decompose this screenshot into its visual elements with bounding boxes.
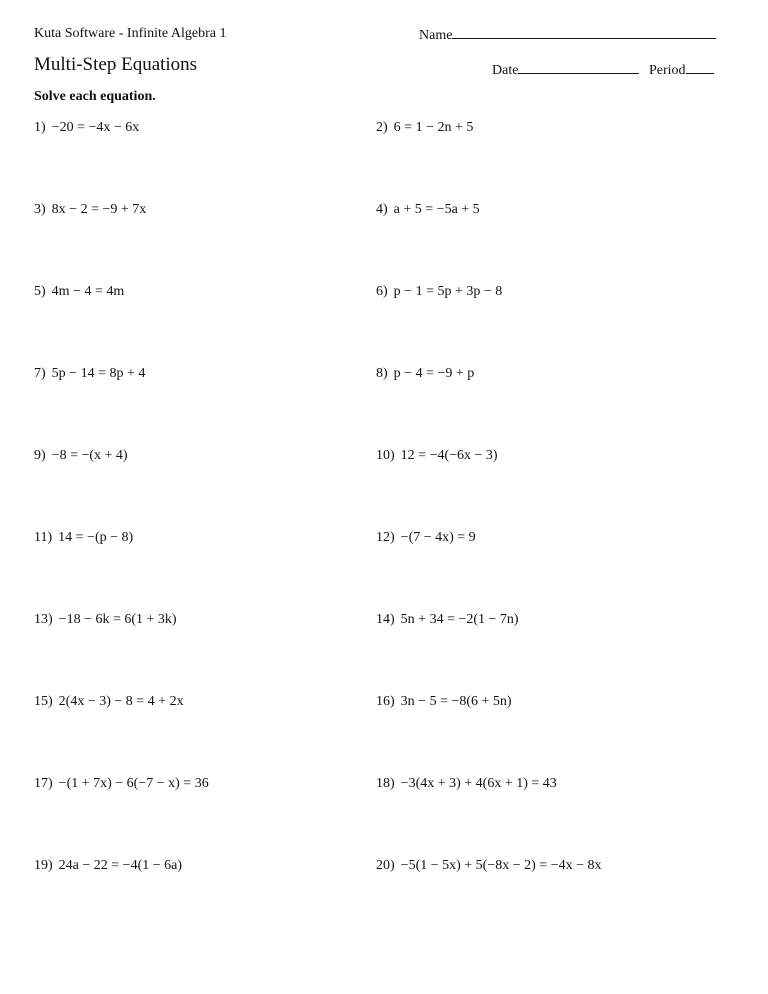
problem-number: 20) xyxy=(376,858,395,873)
problem-number: 7) xyxy=(34,366,46,381)
problem-item xyxy=(376,284,502,300)
problem-equation: 14 = −(p − 8) xyxy=(58,530,134,545)
date-label: Date xyxy=(492,63,519,78)
problem-equation: 4m − 4 = 4m xyxy=(51,284,125,299)
problem-number: 3) xyxy=(34,202,46,217)
problem-item xyxy=(34,120,139,136)
problem-number: 8) xyxy=(376,366,388,381)
problem-item xyxy=(376,612,519,628)
problem-item xyxy=(34,776,209,792)
problem-item xyxy=(376,530,476,546)
problem-number: 2) xyxy=(376,120,388,135)
problem-equation: −5(1 − 5x) + 5(−8x − 2) = −4x − 8x xyxy=(400,858,602,873)
problem-item xyxy=(34,858,182,874)
problem-number: 9) xyxy=(34,448,46,463)
problem-item xyxy=(376,858,601,874)
problem-item xyxy=(34,612,177,628)
problem-item xyxy=(34,530,133,546)
problem-equation: 8x − 2 = −9 + 7x xyxy=(51,202,147,217)
problem-number: 11) xyxy=(34,530,53,545)
problem-equation: 12 = −4(−6x − 3) xyxy=(400,448,498,463)
problem-equation: p − 4 = −9 + p xyxy=(393,366,475,381)
software-label: Kuta Software - Infinite Algebra 1 xyxy=(34,26,227,41)
page-title: Multi-Step Equations xyxy=(34,54,198,75)
date-field[interactable] xyxy=(492,61,639,79)
problem-item xyxy=(34,284,124,300)
period-label: Period xyxy=(649,63,686,78)
problem-item xyxy=(34,202,146,218)
problem-number: 19) xyxy=(34,858,53,873)
problem-item xyxy=(376,120,473,136)
period-line xyxy=(686,61,714,74)
problem-number: 1) xyxy=(34,120,46,135)
problem-equation: a + 5 = −5a + 5 xyxy=(393,202,480,217)
problem-number: 13) xyxy=(34,612,53,627)
problem-number: 10) xyxy=(376,448,395,463)
problem-equation: −18 − 6k = 6(1 + 3k) xyxy=(58,612,177,627)
problem-equation: 2(4x − 3) − 8 = 4 + 2x xyxy=(58,694,184,709)
instructions: Solve each equation. xyxy=(34,89,156,104)
problem-item xyxy=(376,448,498,464)
problem-number: 5) xyxy=(34,284,46,299)
problem-item xyxy=(376,776,557,792)
problem-equation: −3(4x + 3) + 4(6x + 1) = 43 xyxy=(400,776,557,791)
problem-number: 12) xyxy=(376,530,395,545)
problem-number: 14) xyxy=(376,612,395,627)
problem-number: 16) xyxy=(376,694,395,709)
problem-number: 6) xyxy=(376,284,388,299)
date-line xyxy=(518,61,639,74)
problem-item xyxy=(376,366,474,382)
problem-equation: −(1 + 7x) − 6(−7 − x) = 36 xyxy=(58,776,209,791)
problem-item xyxy=(34,694,184,710)
problem-equation: p − 1 = 5p + 3p − 8 xyxy=(393,284,503,299)
problem-equation: −8 = −(x + 4) xyxy=(51,448,128,463)
problem-number: 15) xyxy=(34,694,53,709)
problem-item xyxy=(376,694,512,710)
problem-equation: 24a − 22 = −4(1 − 6a) xyxy=(58,858,183,873)
problem-equation: 5p − 14 = 8p + 4 xyxy=(51,366,146,381)
problem-number: 4) xyxy=(376,202,388,217)
name-label: Name xyxy=(419,28,453,43)
problem-item xyxy=(376,202,480,218)
name-line xyxy=(452,26,716,39)
problem-item xyxy=(34,448,128,464)
problem-equation: −(7 − 4x) = 9 xyxy=(400,530,476,545)
problem-item xyxy=(34,366,145,382)
name-field[interactable] xyxy=(419,26,716,44)
problem-equation: 5n + 34 = −2(1 − 7n) xyxy=(400,612,519,627)
problem-equation: 6 = 1 − 2n + 5 xyxy=(393,120,474,135)
period-field[interactable] xyxy=(649,61,714,79)
problem-equation: 3n − 5 = −8(6 + 5n) xyxy=(400,694,512,709)
problem-number: 18) xyxy=(376,776,395,791)
problem-number: 17) xyxy=(34,776,53,791)
problem-equation: −20 = −4x − 6x xyxy=(51,120,140,135)
